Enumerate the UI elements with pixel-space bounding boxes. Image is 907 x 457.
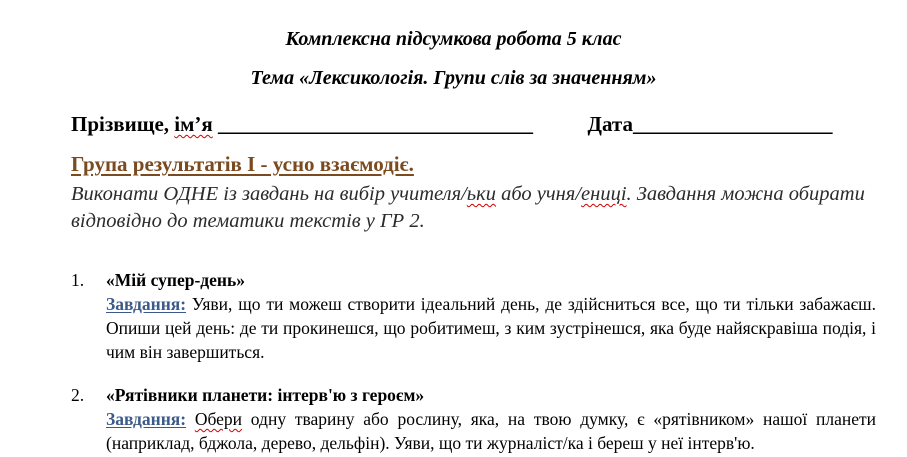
task-label: Завдання: (106, 409, 187, 429)
task-text (186, 409, 195, 429)
item-number: 1. (71, 270, 85, 290)
item-title: «Мій супер-день» (106, 270, 245, 290)
document-topic: Тема «Лексикологія. Групи слів за значенням» (250, 67, 657, 89)
date-blank-line[interactable]: ___________________ (633, 112, 833, 136)
name-blank-line[interactable]: ______________________________ (218, 112, 534, 136)
item-title: «Рятівники планети: інтерв'ю з героєм» (106, 385, 425, 405)
name-label-spellcheck: ім’я (174, 112, 213, 136)
student-info-fields (71, 112, 833, 137)
instruction-paragraph (71, 181, 881, 235)
name-label-text: Прізвище, (71, 112, 175, 136)
item-body (106, 383, 876, 455)
task-text: Уяви, що ти можеш створити ідеальний день, де здійсниться все, що ти тільки забажаєш. Опиши цей день: де ти прокинешся, що робитимеш, з ким зустрінешся, яка буде найяскравіша подія, і чим він завершиться. (106, 294, 876, 362)
instruction-text-3: . Завдання можна обирати відповідно до тематики текстів у ГР 2. (71, 183, 865, 232)
task-label: Завдання: (106, 294, 187, 314)
name-label (71, 112, 213, 137)
date-label: Дата (587, 112, 634, 136)
document-title: Комплексна підсумкова робота 5 клас (285, 28, 622, 50)
group-heading: Група результатів І - усно взаємодіє. (71, 152, 414, 176)
item-body (106, 268, 876, 364)
item-number: 2. (71, 385, 85, 405)
task-text-rest: одну тварину або рослину, яка, на твою думку, є «рятівником» нашої планети (наприклад, бджола, дерево, дельфін). Уяви, що ти журналіст/ка і береш у неї інтерв'ю. (106, 409, 877, 453)
item-task (106, 292, 876, 364)
instruction-spellcheck-1: ьки (466, 183, 496, 205)
instruction-text-2: або учня/ (495, 183, 582, 205)
item-task (106, 407, 876, 455)
task-spellcheck: Обери (194, 409, 243, 429)
instruction-text-1: Виконати ОДНЕ із завдань на вибір учителя/ (71, 183, 467, 205)
instruction-spellcheck-2: ениці (581, 183, 627, 205)
